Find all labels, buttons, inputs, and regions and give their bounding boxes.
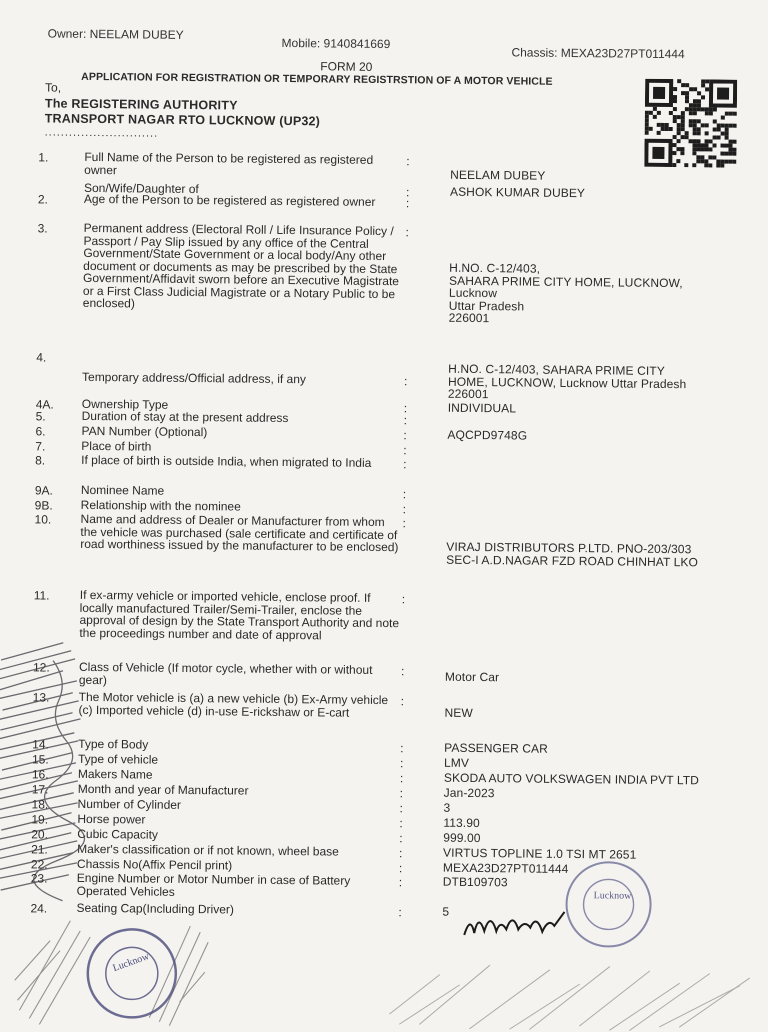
- row-number: 10.: [34, 512, 52, 527]
- row-label: Nominee Name: [80, 482, 165, 498]
- row-number: 4A.: [35, 397, 54, 412]
- row-colon: :: [405, 225, 410, 240]
- row-label: Chassis No(Affix Pencil print): [76, 856, 233, 873]
- row-colon: :: [401, 592, 406, 607]
- row-number: 23.: [30, 871, 48, 886]
- row-label: Number of Cylinder: [77, 796, 182, 812]
- row-label: Temporary address/Official address, if any: [81, 369, 306, 387]
- row-colon: :: [405, 185, 410, 200]
- row-label: Type of vehicle: [77, 751, 159, 767]
- row-number: 8.: [35, 453, 46, 468]
- row-label: Ownership Type: [81, 396, 169, 412]
- row-colon: :: [398, 875, 403, 890]
- row-value: DTB109703: [442, 874, 508, 890]
- row-value: 5: [442, 904, 450, 919]
- row-colon: :: [403, 401, 408, 416]
- row-label: Maker's classification or if not known, wheel base: [77, 841, 339, 859]
- row-number: 9B.: [34, 498, 53, 513]
- row-value: 113.90: [443, 815, 480, 831]
- row-number: 19.: [31, 812, 49, 827]
- stamp-right-text: Lucknow: [593, 890, 632, 902]
- row-label: Seating Cap(Including Driver): [76, 900, 234, 917]
- row-number: 14.: [32, 737, 49, 752]
- row-value: Jan-2023: [443, 785, 495, 801]
- row-colon: :: [399, 816, 403, 831]
- chassis-header: Chassis: MEXA23D27PT011444: [511, 45, 685, 62]
- row-number: 12.: [32, 660, 50, 675]
- row-number: 18.: [31, 797, 49, 812]
- row-label: Age of the Person to be registered as registered owner: [83, 191, 376, 209]
- row-number: 22.: [30, 857, 48, 872]
- row-label: Relationship with the nominee: [80, 497, 241, 514]
- row-number: 20.: [31, 827, 49, 842]
- row-value: [448, 355, 748, 358]
- row-value: ASHOK KUMAR DUBEY: [449, 184, 586, 201]
- row-colon: :: [403, 443, 407, 458]
- row-value: AQCPD9748G: [447, 427, 528, 443]
- row-value: 3: [443, 800, 451, 815]
- row-label: Type of Body: [78, 736, 149, 752]
- row-colon: :: [402, 516, 406, 531]
- row-colon: :: [406, 154, 410, 169]
- row-colon: :: [403, 457, 407, 472]
- row-value: [447, 503, 747, 506]
- row-label: Son/Wife/Daughter of: [83, 180, 199, 197]
- to-label: To,: [45, 80, 62, 95]
- row-number: 9A.: [34, 483, 53, 498]
- row-colon: :: [399, 801, 403, 816]
- row-colon: :: [400, 694, 405, 709]
- row-label: Class of Vehicle (If motor cycle, whether with or without gear): [78, 659, 373, 687]
- row-value: [446, 593, 746, 596]
- row-number: 3.: [37, 221, 48, 236]
- mobile-header: Mobile: 9140841669: [281, 35, 391, 52]
- row-label: If place of birth is outside India, when migrated to India: [81, 452, 372, 470]
- row-colon: :: [399, 846, 403, 861]
- row-value: H.NO. C-12/403, SAHARA PRIME CITY HOME, LUCKNOW, Lucknow Uttar Pradesh 226001: [448, 260, 683, 326]
- authority-line-2: TRANSPORT NAGAR RTO LUCKNOW (UP32): [44, 111, 321, 129]
- row-value: Motor Car: [444, 669, 500, 685]
- row-label: Place of birth: [81, 438, 152, 454]
- row-value: 999.00: [443, 830, 481, 846]
- ink-scribble-mark: [0, 640, 93, 931]
- row-number: 24.: [30, 901, 48, 916]
- dotted-line: ............................: [44, 126, 159, 140]
- row-number: 11.: [33, 588, 50, 603]
- form-title: APPLICATION FOR REGISTRATION OR TEMPORARY REGISTRSTION OF A MOTOR VEHICLE: [81, 70, 553, 88]
- row-label: Permanent address (Electoral Roll / Life Insurance Policy / Passport / Pay Slip issued by any office of the Central Government/State Government or a local body/Any other document or documents as may be prescribed by the State Government/Affidavit sworn before an Executive Magistrate or a First Class Judicial Magistrate or a Notary Public to be enclosed): [82, 220, 400, 311]
- row-number: 7.: [35, 439, 46, 454]
- row-number: 15.: [31, 752, 49, 767]
- row-colon: :: [398, 905, 402, 920]
- row-label: Duration of stay at the present address: [81, 408, 289, 426]
- row-colon: :: [398, 861, 403, 876]
- row-label: Makers Name: [77, 766, 153, 782]
- row-value: LMV: [443, 755, 470, 770]
- row-label: The Motor vehicle is (a) a new vehicle (b) Ex-Army vehicle (c) Imported vehicle (d) in-use E-rickshaw or E-cart: [78, 689, 389, 720]
- row-colon: :: [399, 831, 403, 846]
- row-value: PASSENGER CAR: [444, 740, 549, 756]
- row-value: NEW: [444, 705, 473, 720]
- row-value: MEXA23D27PT011444: [442, 860, 569, 877]
- row-number: 6.: [35, 424, 46, 439]
- row-colon: :: [405, 196, 410, 211]
- row-colon: :: [400, 741, 404, 756]
- row-label: Horse power: [77, 811, 146, 827]
- row-value: [447, 458, 747, 461]
- row-label: Cubic Capacity: [77, 826, 159, 842]
- row-value: [447, 488, 747, 491]
- row-value: [447, 444, 747, 447]
- row-number: 17.: [31, 782, 49, 797]
- row-number: 16.: [31, 767, 49, 782]
- row-value: SKODA AUTO VOLKSWAGEN INDIA PVT LTD: [443, 770, 700, 788]
- row-label: If ex-army vehicle or imported vehicle, enclose proof. If locally manufactured Trailer/Semi-Trailer, enclose the approval of design by the State Transport Authority and note the proceedings number and date of approval: [79, 587, 400, 642]
- row-value: INDIVIDUAL: [447, 400, 517, 416]
- qr-code-icon: [644, 79, 737, 168]
- row-colon: :: [402, 502, 407, 517]
- authority-line-1: The REGISTERING AUTHORITY: [44, 96, 238, 113]
- row-number: 4.: [36, 350, 47, 365]
- row-colon: :: [399, 786, 404, 801]
- row-label: Full Name of the Person to be registered as registered owner: [84, 149, 374, 177]
- row-number: 2.: [37, 192, 49, 207]
- form-number: FORM 20: [320, 59, 373, 74]
- row-label: Month and year of Manufacturer: [77, 781, 249, 798]
- row-colon: :: [399, 771, 404, 786]
- row-value: NEELAM DUBEY: [450, 167, 546, 183]
- row-label: Engine Number or Motor Number in case of Battery Operated Vehicles: [76, 870, 351, 899]
- row-colon: :: [403, 428, 407, 443]
- owner-header: Owner: NEELAM DUBEY: [47, 26, 184, 42]
- row-label: Name and address of Dealer or Manufacturer from whom the vehicle was purchased (sale certificate and certificate of road worthiness issued by the manufacturer to be enclosed): [80, 511, 399, 555]
- stamp-left-text: Lucknow: [111, 951, 151, 975]
- row-value: VIRTUS TOPLINE 1.0 TSI MT 2651: [443, 845, 637, 862]
- row-value: VIRAJ DISTRIBUTORS P.LTD. PNO-203/303 SEC-I A.D.NAGAR FZD ROAD CHINHAT LKO: [446, 539, 699, 569]
- ink-smudge-bottom: [379, 924, 758, 1032]
- row-colon: :: [402, 487, 407, 502]
- row-value: H.NO. C-12/403, SAHARA PRIME CITY HOME, LUCKNOW, Lucknow Uttar Pradesh 226001: [447, 361, 687, 402]
- row-number: 21.: [31, 842, 48, 857]
- row-colon: :: [400, 664, 405, 679]
- row-label: [82, 351, 402, 354]
- row-label: PAN Number (Optional): [81, 423, 208, 440]
- row-colon: :: [399, 756, 404, 771]
- row-colon: :: [403, 374, 408, 389]
- row-number: 1.: [38, 150, 49, 165]
- row-number: 5.: [35, 409, 46, 424]
- row-colon: :: [403, 413, 408, 428]
- rubber-stamp-left: [81, 923, 182, 1024]
- row-number: 13.: [32, 690, 50, 705]
